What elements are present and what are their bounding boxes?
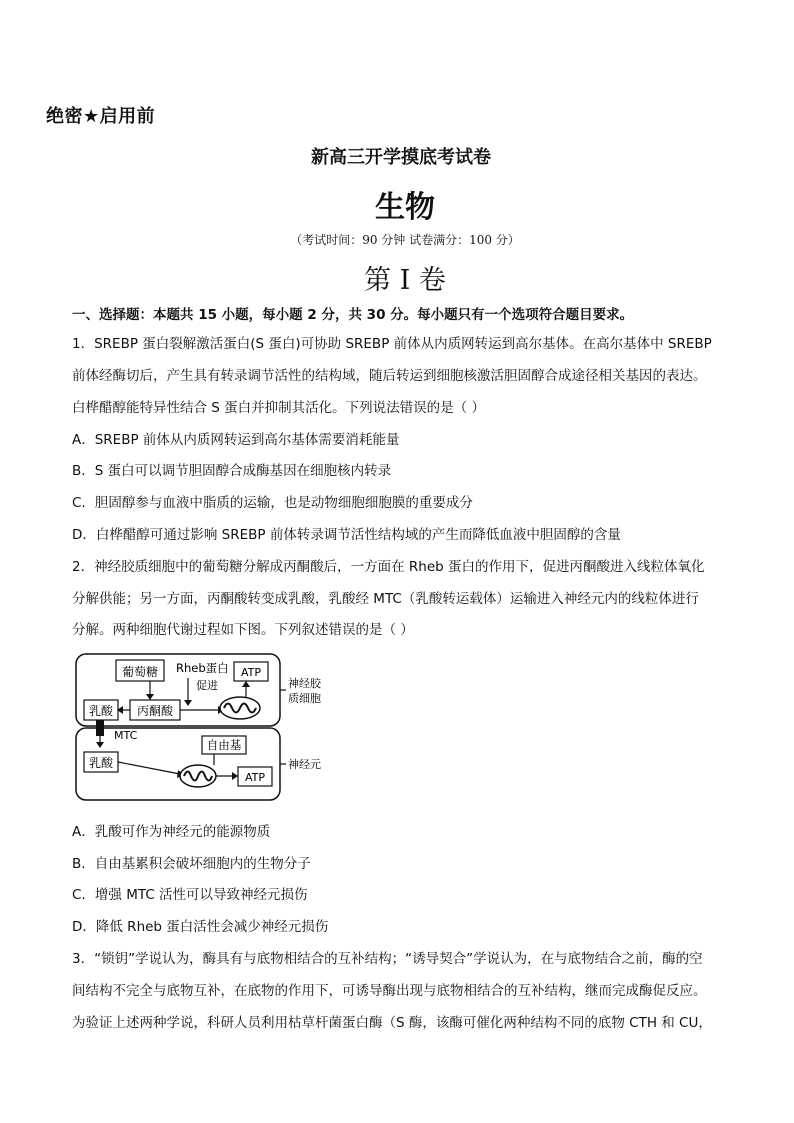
q2-line-1: 2．神经胶质细胞中的葡萄糖分解成丙酮酸后，一方面在 Rheb 蛋白的作用下，促进丙酮酸进入线粒体氧化 — [72, 559, 705, 575]
q1-option-d: D．白桦醋醇可通过影响 SREBP 前体转录调节活性结构域的产生而降低血液中胆固醇的含量 — [72, 527, 621, 543]
mtc-transporter-icon — [96, 720, 104, 736]
q2-option-b: B．自由基累积会破坏细胞内的生物分子 — [72, 856, 311, 872]
free-radical-label: 自由基 — [206, 738, 242, 752]
q2-option-c: C．增强 MTC 活性可以导致神经元损伤 — [72, 887, 308, 903]
section-heading: 一、选择题：本题共 15 小题，每小题 2 分，共 30 分。每小题只有一个选项符合题目要求。 — [72, 307, 634, 323]
q1-option-a: A．SREBP 前体从内质网转运到高尔基体需要消耗能量 — [72, 432, 400, 448]
exam-info: （考试时间：90 分钟 试卷满分：100 分） — [290, 233, 520, 247]
q2-option-a: A．乳酸可作为神经元的能源物质 — [72, 824, 271, 840]
pyruvate-label: 丙酮酸 — [136, 704, 174, 718]
glial-cell-label-1: 神经胶 — [288, 677, 321, 690]
volume-heading: 第 I 卷 — [364, 265, 446, 296]
q2-line-2: 分解供能；另一方面，丙酮酸转变成乳酸，乳酸经 MTC（乳酸转运载体）运输进入神经元内的线粒体进行 — [72, 591, 699, 607]
q1-option-b: B．S 蛋白可以调节胆固醇合成酶基因在细胞核内转录 — [72, 463, 392, 479]
q2-option-d: D．降低 Rheb 蛋白活性会减少神经元损伤 — [72, 919, 329, 935]
mitochondrion-bottom-icon — [180, 765, 216, 787]
q3-line-3: 为验证上述两种学说，科研人员利用枯草杆菌蛋白酶（S 酶，该酶可催化两种结构不同的底物 CTH 和 CU， — [72, 1015, 712, 1031]
q3-line-2: 间结构不完全与底物互补，在底物的作用下，可诱导酶出现与底物相结合的互补结构，继而完成酶促反应。 — [72, 983, 707, 999]
atp-bottom-label: ATP — [244, 771, 266, 784]
confidential-label: 绝密★启用前 — [46, 106, 156, 127]
lactate-top-label: 乳酸 — [88, 704, 114, 718]
glucose-label: 葡萄糖 — [121, 665, 159, 679]
subject-title: 生物 — [375, 190, 435, 225]
metabolism-diagram — [74, 652, 332, 802]
neuron-label: 神经元 — [288, 758, 321, 771]
q2-line-3: 分解。两种细胞代谢过程如下图。下列叙述错误的是（ ） — [72, 622, 414, 638]
q1-line-3: 白桦醋醇能特异性结合 S 蛋白并抑制其活化。下列说法错误的是（ ） — [72, 400, 485, 416]
rheb-label: Rheb蛋白 — [176, 661, 229, 675]
mtc-label: MTC — [114, 729, 138, 742]
glial-cell-label-2: 质细胞 — [288, 692, 321, 705]
mitochondrion-top-icon — [220, 697, 260, 719]
q1-line-1: 1．SREBP 蛋白裂解激活蛋白(S 蛋白)可协助 SREBP 前体从内质网转运到高尔基体。在高尔基体中 SREBP — [72, 336, 712, 352]
promote-label: 促进 — [196, 679, 218, 692]
q3-line-1: 3．“锁钥”学说认为，酶具有与底物相结合的互补结构；“诱导契合”学说认为，在与底物结合之前，酶的空 — [72, 951, 703, 967]
q1-line-2: 前体经酶切后，产生具有转录调节活性的结构域，随后转运到细胞核激活胆固醇合成途径相关基因的表达。 — [72, 368, 707, 384]
q1-option-c: C．胆固醇参与血液中脂质的运输，也是动物细胞细胞膜的重要成分 — [72, 495, 473, 511]
atp-top-label: ATP — [240, 666, 262, 679]
exam-title: 新高三开学摸底考试卷 — [311, 147, 491, 168]
lactate-bottom-label: 乳酸 — [88, 756, 114, 770]
